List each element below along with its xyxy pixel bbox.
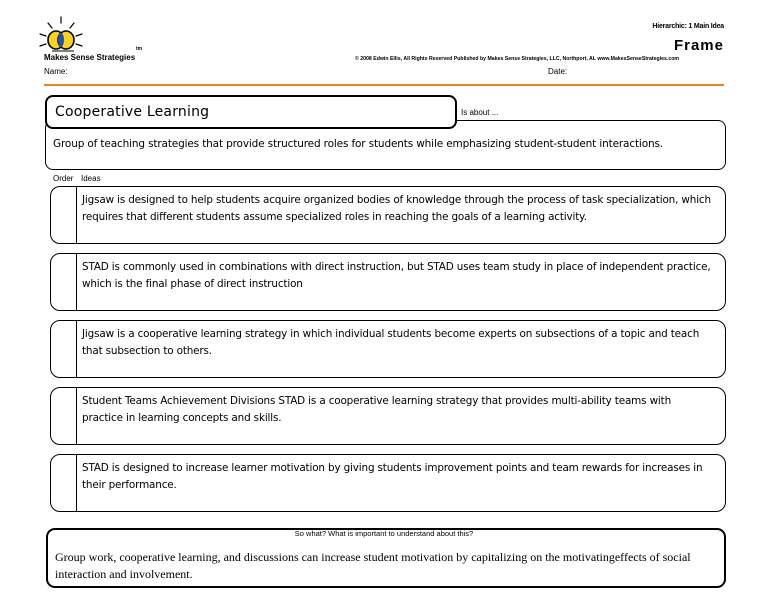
- is-about-label: Is about ...: [461, 108, 499, 117]
- idea-row: [50, 320, 726, 378]
- idea-text: Jigsaw is a cooperative learning strategy in which individual students become experts on subsections of a topic and teach that subsection to others.: [82, 328, 700, 357]
- header-divider: [44, 84, 724, 86]
- idea-row: [50, 454, 726, 512]
- so-what-text: Group work, cooperative learning, and discussions can increase student motivation by capitalizing on the motivatingeffects of social interaction and involvement.: [55, 550, 691, 581]
- name-label: Name:: [44, 67, 68, 76]
- order-divider: [76, 388, 77, 444]
- trademark: tm: [136, 46, 143, 52]
- brand-name: Makes Sense Strategies: [44, 53, 136, 62]
- copyright-line: © 2008 Edwin Ellis, All Rights Reserved Published by Makes Sense Strategies, LLC, Northport, AL www.MakesSenseStrategies.com: [355, 56, 680, 62]
- topic-title: Cooperative Learning: [55, 104, 210, 120]
- order-column-header: Order: [53, 174, 74, 183]
- date-label: Date:: [548, 67, 568, 76]
- idea-row: [50, 253, 726, 311]
- hierarchy-label: Hierarchic: 1 Main Idea: [652, 23, 724, 30]
- idea-text: STAD is commonly used in combinations with direct instruction, but STAD uses team study in place of independent practice, which is the final phase of direct instruction: [82, 261, 711, 290]
- order-divider: [76, 254, 77, 310]
- order-divider: [76, 455, 77, 511]
- order-divider: [76, 321, 77, 377]
- so-what-label: So what? What is important to understand about this?: [294, 529, 474, 538]
- idea-text: STAD is designed to increase learner motivation by giving students improvement points and team rewards for increases in their performance.: [82, 462, 703, 491]
- frame-title: Frame: [673, 37, 724, 54]
- topic-box: [45, 95, 457, 129]
- about-text: Group of teaching strategies that provide structured roles for students while emphasizing student-student interactions.: [53, 138, 663, 150]
- idea-text: Jigsaw is designed to help students acquire organized bodies of knowledge through the process of task specialization, which requires that different students assume specialized roles in reaching the goals of a learning activity.: [82, 194, 711, 223]
- idea-row: [50, 387, 726, 445]
- ideas-column-header: Ideas: [81, 174, 101, 183]
- idea-row: [50, 186, 726, 244]
- idea-text: Student Teams Achievement Divisions STAD is a cooperative learning strategy that provides multi-ability teams with practice in learning concepts and skills.: [82, 395, 672, 424]
- order-divider: [76, 187, 77, 243]
